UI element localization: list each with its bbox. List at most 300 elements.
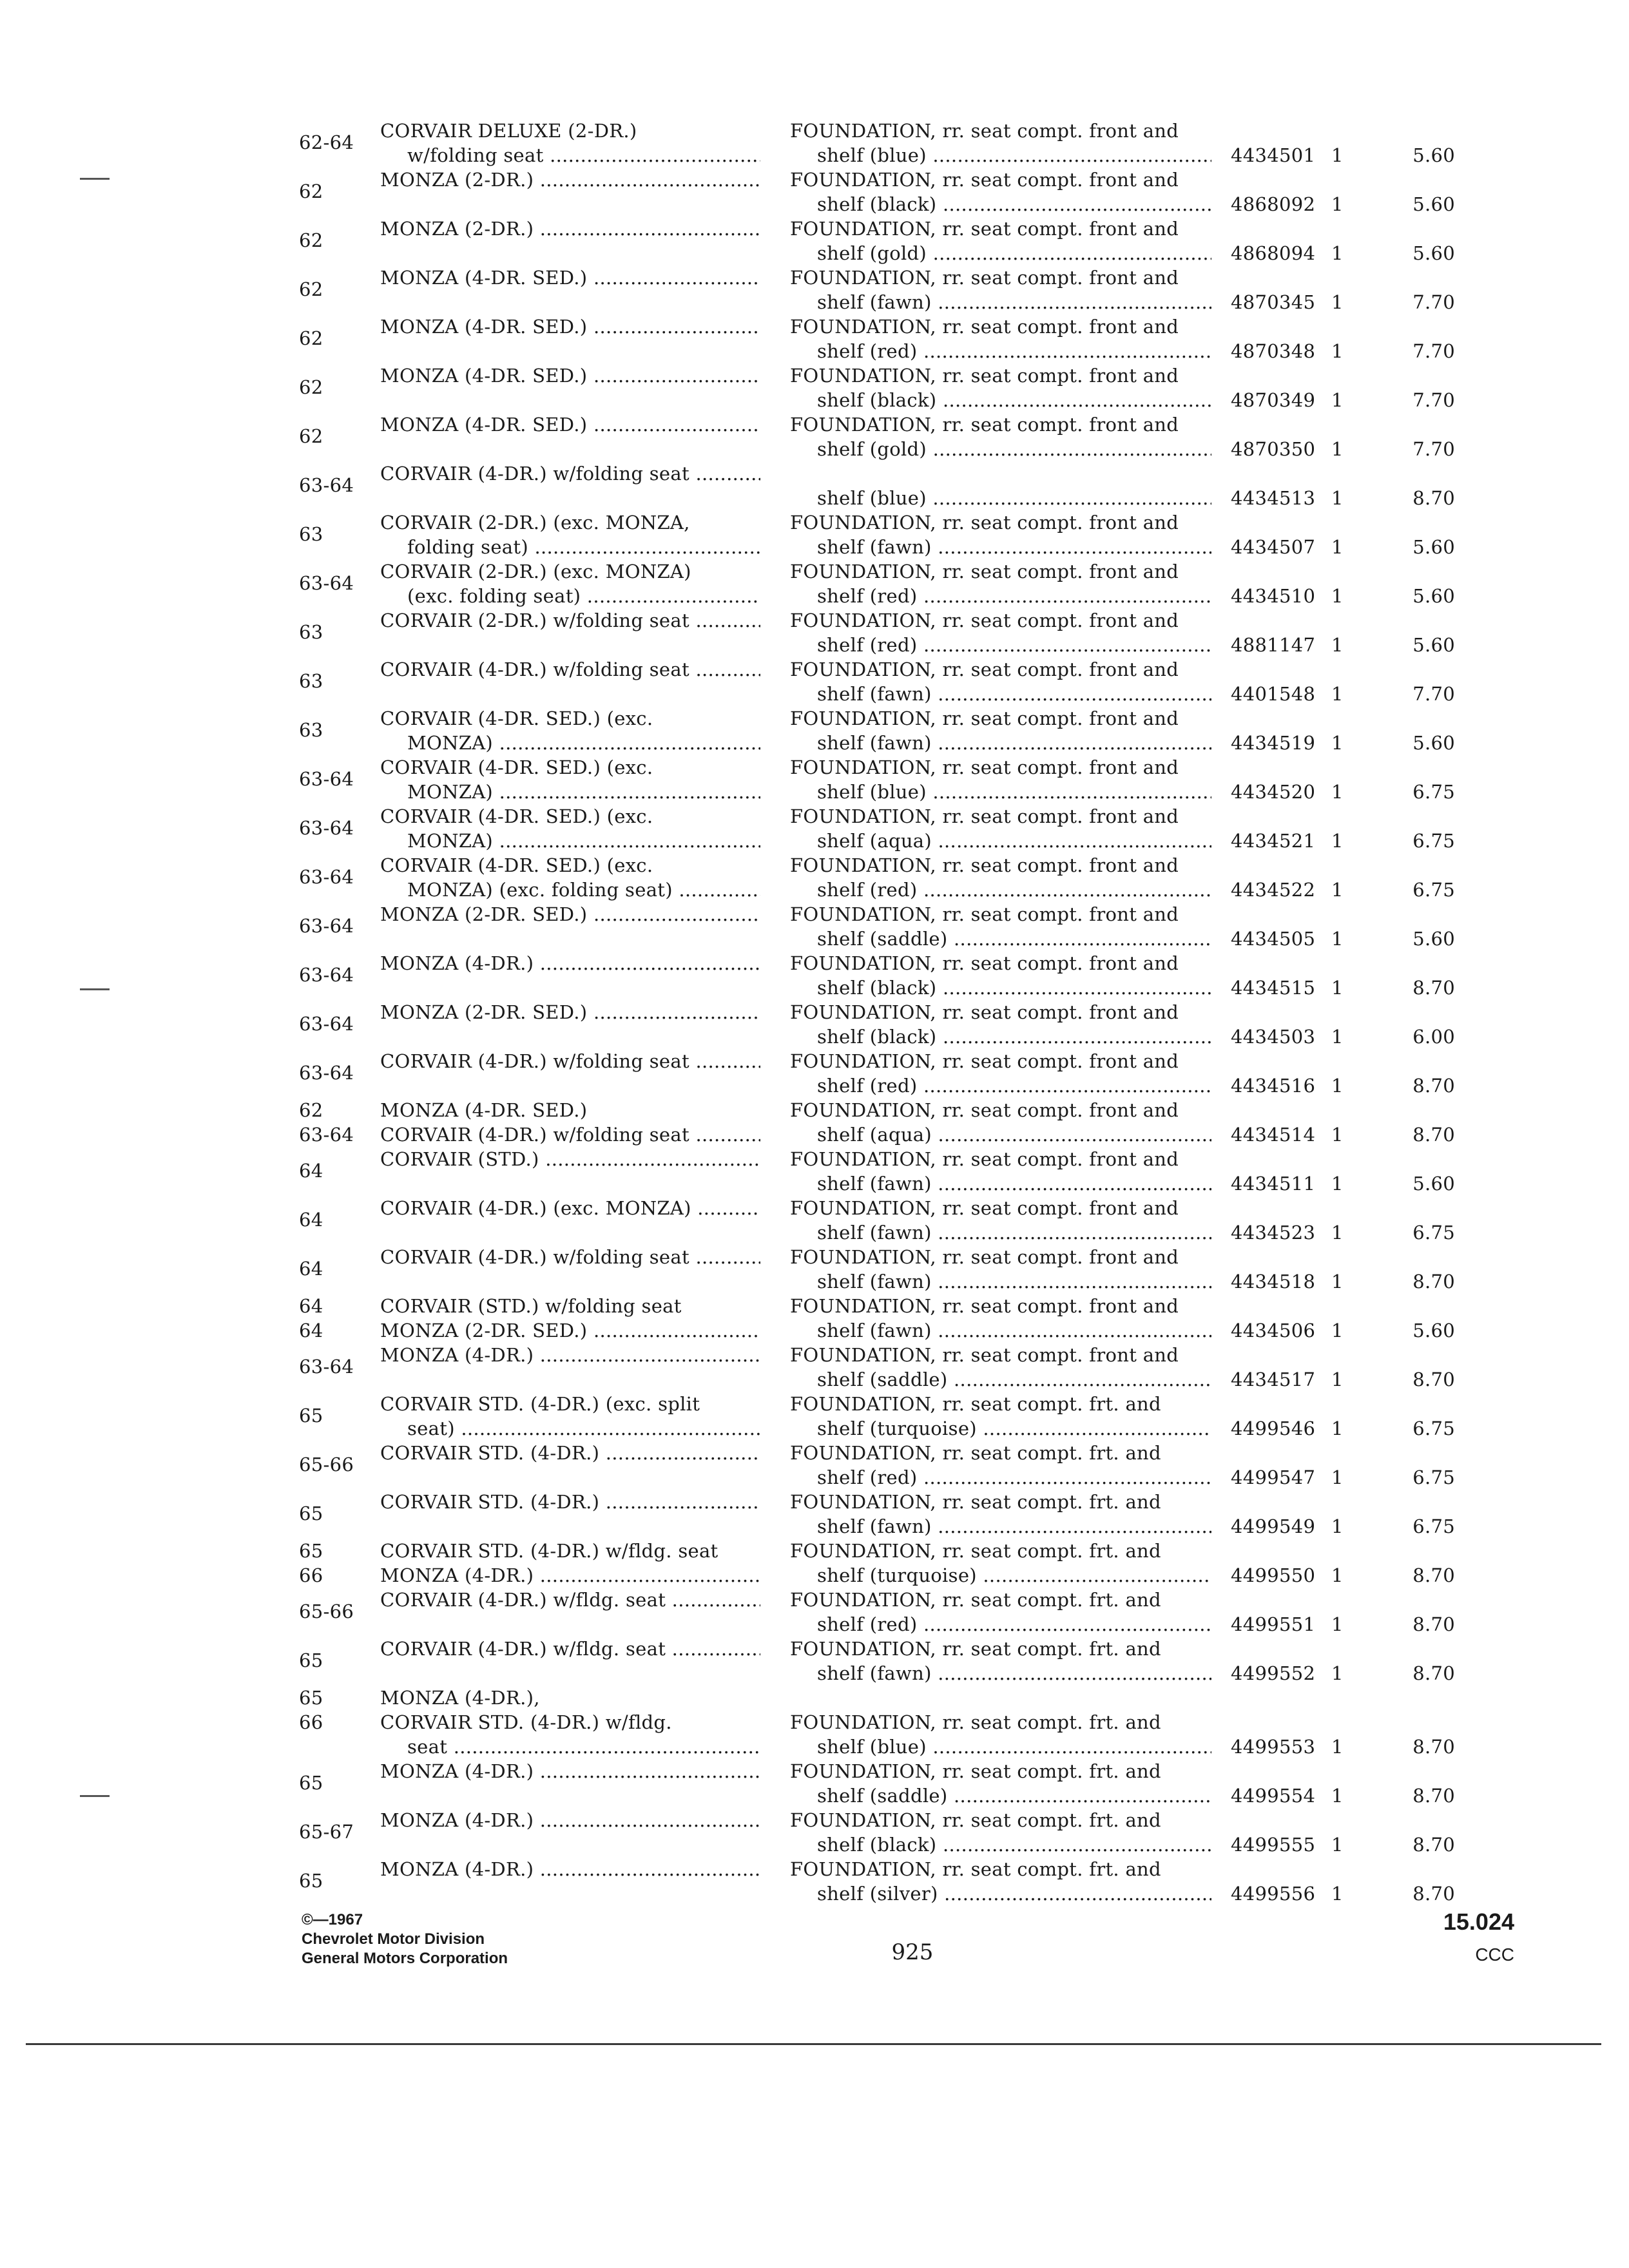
part-number: 4434522 xyxy=(1231,879,1316,901)
quantity: 1 xyxy=(1331,536,1344,558)
quantity: 1 xyxy=(1331,1369,1344,1390)
part-line: shelf (fawn) ..... xyxy=(790,290,1211,314)
part-line: FOUNDATION, rr. seat compt. front and xyxy=(790,512,1179,533)
model-years: 63-64 xyxy=(299,1062,354,1084)
list-price: 7.70 xyxy=(1412,340,1455,362)
quantity: 1 xyxy=(1331,1222,1344,1244)
model-line: MONZA (4-DR.) ..... xyxy=(380,1808,760,1832)
model-years: 65-67 xyxy=(299,1821,354,1843)
model-description xyxy=(380,902,760,951)
model-years: 63 xyxy=(299,719,323,741)
parts-list xyxy=(0,119,1629,1905)
quantity: 1 xyxy=(1331,1785,1344,1807)
model-line xyxy=(380,290,760,314)
model-line: CORVAIR (4-DR.) w/fldg. seat ..... xyxy=(380,1588,760,1612)
part-description xyxy=(790,314,1211,363)
model-description xyxy=(380,706,760,755)
part-line: FOUNDATION, rr. seat compt. front and xyxy=(790,1148,1179,1170)
part-description xyxy=(790,1539,1211,1588)
model-description xyxy=(380,1343,760,1392)
part-line: shelf (red) ..... xyxy=(790,878,1211,902)
part-line: FOUNDATION, rr. seat compt. frt. and xyxy=(790,1589,1161,1611)
model-description xyxy=(380,559,760,608)
part-line: FOUNDATION, rr. seat compt. front and xyxy=(790,903,1179,925)
part-line: shelf (aqua) ..... xyxy=(790,1122,1211,1147)
quantity: 1 xyxy=(1331,1564,1344,1586)
parts-entry xyxy=(0,853,1629,902)
quantity: 1 xyxy=(1331,1271,1344,1293)
model-line: CORVAIR STD. (4-DR.) ..... xyxy=(380,1441,760,1465)
model-line: CORVAIR (4-DR. SED.) (exc. xyxy=(380,707,653,729)
part-line: FOUNDATION, rr. seat compt. frt. and xyxy=(790,1760,1161,1782)
part-line: shelf (red) ..... xyxy=(790,633,1211,657)
model-years: 65 xyxy=(299,1870,323,1892)
part-line xyxy=(790,461,1211,486)
model-line: MONZA) ..... xyxy=(380,731,760,755)
model-line: MONZA (4-DR. SED.) ..... xyxy=(380,265,760,290)
model-years: 62 xyxy=(299,229,323,251)
model-line: MONZA (2-DR. SED.) ..... xyxy=(380,1000,760,1024)
list-price: 7.70 xyxy=(1412,683,1455,705)
model-line: MONZA (4-DR.) ..... xyxy=(380,951,760,975)
margin-mark xyxy=(80,988,110,990)
part-description xyxy=(790,1637,1211,1686)
list-price: 8.70 xyxy=(1412,1124,1455,1146)
model-description xyxy=(380,1686,760,1759)
model-line: MONZA (4-DR. SED.) ..... xyxy=(380,363,760,388)
part-line: FOUNDATION, rr. seat compt. front and xyxy=(790,1099,1179,1121)
quantity: 1 xyxy=(1331,144,1344,166)
model-line: MONZA) ..... xyxy=(380,780,760,804)
model-line xyxy=(380,486,760,510)
part-number: 4401548 xyxy=(1231,683,1316,705)
model-years: 63 xyxy=(299,621,323,643)
model-line: CORVAIR STD. (4-DR.) (exc. split xyxy=(380,1393,700,1415)
division-name: Chevrolet Motor Division xyxy=(302,1930,485,1948)
list-price: 7.70 xyxy=(1412,389,1455,411)
list-price: 5.60 xyxy=(1412,144,1455,166)
part-line: FOUNDATION, rr. seat compt. front and xyxy=(790,1001,1179,1023)
part-number: 4499546 xyxy=(1231,1418,1316,1439)
list-price: 8.70 xyxy=(1412,1883,1455,1905)
list-price: 8.70 xyxy=(1412,977,1455,999)
publisher-block xyxy=(302,1910,508,1968)
quantity: 1 xyxy=(1331,830,1344,852)
part-line: FOUNDATION, rr. seat compt. front and xyxy=(790,267,1179,289)
part-number: 4499549 xyxy=(1231,1515,1316,1537)
part-line: FOUNDATION, rr. seat compt. front and xyxy=(790,805,1179,827)
corporation-name: General Motors Corporation xyxy=(302,1950,508,1967)
model-years: 65 xyxy=(299,1772,323,1794)
quantity: 1 xyxy=(1331,1418,1344,1439)
part-line: shelf (fawn) ..... xyxy=(790,731,1211,755)
model-line: MONZA (4-DR.) ..... xyxy=(380,1759,760,1783)
list-price: 5.60 xyxy=(1412,1173,1455,1195)
model-line xyxy=(380,1612,760,1637)
part-line: shelf (red) ..... xyxy=(790,1073,1211,1098)
model-line: CORVAIR (4-DR.) w/folding seat ..... xyxy=(380,657,760,682)
list-price: 6.75 xyxy=(1412,1515,1455,1537)
model-line: CORVAIR STD. (4-DR.) ..... xyxy=(380,1490,760,1514)
part-description xyxy=(790,510,1211,559)
part-number: 4499550 xyxy=(1231,1564,1316,1586)
model-description xyxy=(380,461,760,510)
part-line: shelf (blue) ..... xyxy=(790,1735,1211,1759)
part-line: shelf (saddle) ..... xyxy=(790,927,1211,951)
part-line: FOUNDATION, rr. seat compt. front and xyxy=(790,756,1179,778)
model-line xyxy=(380,1881,760,1906)
parts-entry xyxy=(0,461,1629,510)
model-years: 62 xyxy=(299,376,323,398)
part-description xyxy=(790,1196,1211,1245)
list-price: 5.60 xyxy=(1412,536,1455,558)
model-line: MONZA (2-DR. SED.) ..... xyxy=(380,1318,760,1343)
parts-entry xyxy=(0,363,1629,412)
part-line: shelf (fawn) ..... xyxy=(790,1514,1211,1539)
part-line: shelf (turquoise) ..... xyxy=(790,1563,1211,1588)
list-price: 8.70 xyxy=(1412,1564,1455,1586)
part-description xyxy=(790,902,1211,951)
model-description xyxy=(380,804,760,853)
quantity: 1 xyxy=(1331,340,1344,362)
list-price: 8.70 xyxy=(1412,1834,1455,1856)
part-line: FOUNDATION, rr. seat compt. front and xyxy=(790,218,1179,240)
model-line: CORVAIR (4-DR.) w/fldg. seat ..... xyxy=(380,1637,760,1661)
part-number: 4434513 xyxy=(1231,487,1316,509)
part-line: shelf (fawn) ..... xyxy=(790,1171,1211,1196)
model-description xyxy=(380,1196,760,1245)
part-number: 4434511 xyxy=(1231,1173,1316,1195)
model-line: MONZA (4-DR. SED.) ..... xyxy=(380,314,760,339)
list-price: 5.60 xyxy=(1412,928,1455,950)
quantity: 1 xyxy=(1331,242,1344,264)
part-line: FOUNDATION, rr. seat compt. front and xyxy=(790,1197,1179,1219)
list-price: 7.70 xyxy=(1412,438,1455,460)
part-number: 4434520 xyxy=(1231,781,1316,803)
part-line: shelf (blue) ..... xyxy=(790,143,1211,168)
part-line: FOUNDATION, rr. seat compt. front and xyxy=(790,169,1179,191)
model-line xyxy=(380,1832,760,1857)
list-price: 8.70 xyxy=(1412,1613,1455,1635)
part-description xyxy=(790,1441,1211,1490)
parts-entry xyxy=(0,1686,1629,1758)
list-price: 7.70 xyxy=(1412,291,1455,313)
part-line: FOUNDATION, rr. seat compt. frt. and xyxy=(790,1540,1161,1562)
model-description xyxy=(380,1808,760,1857)
part-number: 4499556 xyxy=(1231,1883,1316,1905)
model-years: 63-64 xyxy=(299,915,354,937)
part-line: shelf (fawn) ..... xyxy=(790,1269,1211,1294)
model-line: seat ..... xyxy=(380,1735,760,1759)
quantity: 1 xyxy=(1331,1026,1344,1048)
part-line: shelf (fawn) ..... xyxy=(790,1661,1211,1686)
model-line: MONZA (2-DR. SED.) ..... xyxy=(380,902,760,927)
list-price: 6.75 xyxy=(1412,879,1455,901)
quantity: 1 xyxy=(1331,1173,1344,1195)
parts-entry xyxy=(0,412,1629,461)
part-description xyxy=(790,1710,1211,1759)
part-line: shelf (fawn) ..... xyxy=(790,1220,1211,1245)
parts-entry xyxy=(0,1759,1629,1808)
part-number: 4499547 xyxy=(1231,1466,1316,1488)
part-description xyxy=(790,853,1211,902)
model-line xyxy=(380,1220,760,1245)
quantity: 1 xyxy=(1331,1075,1344,1097)
part-description xyxy=(790,363,1211,412)
model-line: CORVAIR (4-DR. SED.) (exc. xyxy=(380,756,653,778)
part-number: 4434519 xyxy=(1231,732,1316,754)
model-line xyxy=(380,1171,760,1196)
model-years: 63-64 xyxy=(299,1013,354,1035)
part-number: 4434517 xyxy=(1231,1369,1316,1390)
parts-entry xyxy=(0,1808,1629,1857)
list-price: 8.70 xyxy=(1412,487,1455,509)
part-description xyxy=(790,1857,1211,1906)
model-line: CORVAIR (4-DR.) w/folding seat ..... xyxy=(380,461,760,486)
part-description xyxy=(790,1049,1211,1098)
quantity: 1 xyxy=(1331,291,1344,313)
part-line: shelf (fawn) ..... xyxy=(790,682,1211,706)
quantity: 1 xyxy=(1331,487,1344,509)
list-price: 6.75 xyxy=(1412,1466,1455,1488)
part-line: FOUNDATION, rr. seat compt. front and xyxy=(790,707,1179,729)
parts-entry xyxy=(0,1392,1629,1441)
part-line: FOUNDATION, rr. seat compt. frt. and xyxy=(790,1442,1161,1464)
model-line: CORVAIR (4-DR.) w/folding seat ..... xyxy=(380,1049,760,1073)
list-price: 5.60 xyxy=(1412,732,1455,754)
model-line: CORVAIR (STD.) w/folding seat xyxy=(380,1295,682,1317)
quantity: 1 xyxy=(1331,1124,1344,1146)
model-line xyxy=(380,437,760,461)
model-line xyxy=(380,1661,760,1686)
model-line: CORVAIR STD. (4-DR.) w/fldg. seat xyxy=(380,1540,718,1562)
part-line: FOUNDATION, rr. seat compt. front and xyxy=(790,120,1179,142)
part-description xyxy=(790,265,1211,314)
part-description xyxy=(790,216,1211,265)
parts-entry xyxy=(0,1049,1629,1098)
part-number: 4870350 xyxy=(1231,438,1316,460)
parts-entry xyxy=(0,559,1629,608)
quantity: 1 xyxy=(1331,193,1344,215)
list-price: 6.75 xyxy=(1412,781,1455,803)
quantity: 1 xyxy=(1331,438,1344,460)
part-description xyxy=(790,461,1211,510)
list-price: 8.70 xyxy=(1412,1785,1455,1807)
part-number: 4434516 xyxy=(1231,1075,1316,1097)
model-years: 63-64 xyxy=(299,964,354,986)
part-line: FOUNDATION, rr. seat compt. front and xyxy=(790,316,1179,338)
quantity: 1 xyxy=(1331,1466,1344,1488)
list-price: 5.60 xyxy=(1412,585,1455,607)
model-years: 63-64 xyxy=(299,866,354,888)
quantity: 1 xyxy=(1331,634,1344,656)
quantity: 1 xyxy=(1331,585,1344,607)
part-description xyxy=(790,1147,1211,1196)
part-line: FOUNDATION, rr. seat compt. front and xyxy=(790,952,1179,974)
part-description xyxy=(790,657,1211,706)
part-description xyxy=(790,1808,1211,1857)
model-description xyxy=(380,1098,760,1147)
parts-entry xyxy=(0,1637,1629,1686)
part-line: FOUNDATION, rr. seat compt. frt. and xyxy=(790,1858,1161,1880)
model-years: 62 xyxy=(299,425,323,447)
model-years: 63 xyxy=(299,523,323,545)
model-line: w/folding seat ..... xyxy=(380,143,760,168)
part-line: FOUNDATION, rr. seat compt. frt. and xyxy=(790,1809,1161,1831)
model-line xyxy=(380,1073,760,1098)
part-number: 4499554 xyxy=(1231,1785,1316,1807)
list-price: 8.70 xyxy=(1412,1271,1455,1293)
part-line: FOUNDATION, rr. seat compt. front and xyxy=(790,658,1179,680)
list-price: 5.60 xyxy=(1412,634,1455,656)
part-line: shelf (fawn) ..... xyxy=(790,1318,1211,1343)
parts-entry xyxy=(0,804,1629,853)
part-number: 4881147 xyxy=(1231,634,1316,656)
quantity: 1 xyxy=(1331,1736,1344,1758)
part-description xyxy=(790,119,1211,168)
margin-mark xyxy=(80,1795,110,1797)
model-years: 63-64 xyxy=(299,1356,354,1378)
model-line: MONZA (4-DR.), xyxy=(380,1687,540,1709)
model-years: 63-64 xyxy=(299,768,354,790)
part-number: 4499555 xyxy=(1231,1834,1316,1856)
model-line: MONZA) (exc. folding seat) ..... xyxy=(380,878,760,902)
model-description xyxy=(380,363,760,412)
model-line: MONZA (2-DR.) ..... xyxy=(380,216,760,241)
model-description xyxy=(380,1392,760,1441)
part-number: 4434523 xyxy=(1231,1222,1316,1244)
model-line xyxy=(380,1269,760,1294)
model-description xyxy=(380,608,760,657)
model-line xyxy=(380,682,760,706)
model-line xyxy=(380,241,760,265)
list-price: 8.70 xyxy=(1412,1075,1455,1097)
model-line xyxy=(380,339,760,363)
quantity: 1 xyxy=(1331,781,1344,803)
quantity: 1 xyxy=(1331,1883,1344,1905)
part-line: shelf (black) ..... xyxy=(790,192,1211,216)
part-line: shelf (silver) ..... xyxy=(790,1881,1211,1906)
model-description xyxy=(380,1441,760,1490)
model-line: CORVAIR (2-DR.) (exc. MONZA) xyxy=(380,561,691,582)
model-years: 62-64 xyxy=(299,131,354,153)
model-line xyxy=(380,1024,760,1049)
model-years: 62 xyxy=(299,278,323,300)
model-description xyxy=(380,510,760,559)
part-line: shelf (aqua) ..... xyxy=(790,829,1211,853)
model-years: 65 66 xyxy=(299,1687,323,1733)
model-description xyxy=(380,1637,760,1686)
parts-entry xyxy=(0,755,1629,804)
quantity: 1 xyxy=(1331,1613,1344,1635)
parts-entry xyxy=(0,1539,1629,1588)
model-description xyxy=(380,1490,760,1539)
part-line: shelf (saddle) ..... xyxy=(790,1367,1211,1392)
model-line: CORVAIR (4-DR.) (exc. MONZA) ..... xyxy=(380,1196,760,1220)
part-description xyxy=(790,608,1211,657)
section-code: CCC xyxy=(1475,1945,1514,1965)
part-line: shelf (turquoise) ..... xyxy=(790,1416,1211,1441)
part-line: FOUNDATION, rr. seat compt. frt. and xyxy=(790,1638,1161,1660)
model-description xyxy=(380,1588,760,1637)
model-line xyxy=(380,192,760,216)
part-line: FOUNDATION, rr. seat compt. front and xyxy=(790,1246,1179,1268)
parts-entry xyxy=(0,119,1629,168)
list-price: 8.70 xyxy=(1412,1369,1455,1390)
model-description xyxy=(380,265,760,314)
part-line: shelf (gold) ..... xyxy=(790,241,1211,265)
parts-entry xyxy=(0,706,1629,755)
part-description xyxy=(790,1000,1211,1049)
part-line: shelf (blue) ..... xyxy=(790,780,1211,804)
model-years: 65-66 xyxy=(299,1454,354,1475)
part-number: 4434503 xyxy=(1231,1026,1316,1048)
part-description xyxy=(790,559,1211,608)
part-line: FOUNDATION, rr. seat compt. front and xyxy=(790,1295,1179,1317)
part-line: FOUNDATION, rr. seat compt. front and xyxy=(790,610,1179,631)
model-years: 62 xyxy=(299,327,323,349)
part-description xyxy=(790,1490,1211,1539)
part-line: shelf (black) ..... xyxy=(790,1832,1211,1857)
part-line: shelf (fawn) ..... xyxy=(790,535,1211,559)
list-price: 6.75 xyxy=(1412,1418,1455,1439)
model-description xyxy=(380,412,760,461)
quantity: 1 xyxy=(1331,928,1344,950)
part-description xyxy=(790,1294,1211,1343)
part-number: 4870349 xyxy=(1231,389,1316,411)
parts-entry xyxy=(0,1000,1629,1049)
part-number: 4870348 xyxy=(1231,340,1316,362)
model-line: MONZA (2-DR.) ..... xyxy=(380,168,760,192)
model-line: CORVAIR (4-DR. SED.) (exc. xyxy=(380,854,653,876)
part-description xyxy=(790,1098,1211,1147)
part-line: FOUNDATION, rr. seat compt. frt. and xyxy=(790,1491,1161,1513)
parts-entry xyxy=(0,1490,1629,1539)
part-number: 4499551 xyxy=(1231,1613,1316,1635)
part-line: shelf (red) ..... xyxy=(790,339,1211,363)
model-description xyxy=(380,951,760,1000)
list-price: 5.60 xyxy=(1412,193,1455,215)
copyright: ©—1967 xyxy=(302,1911,363,1928)
list-price: 8.70 xyxy=(1412,1662,1455,1684)
model-line xyxy=(380,1465,760,1490)
model-years: 64 64 xyxy=(299,1295,323,1341)
model-description xyxy=(380,168,760,216)
model-line: CORVAIR (2-DR.) (exc. MONZA, xyxy=(380,512,690,533)
part-line: FOUNDATION, rr. seat compt. front and xyxy=(790,365,1179,387)
model-line: folding seat) ..... xyxy=(380,535,760,559)
part-number: 4499553 xyxy=(1231,1736,1316,1758)
model-description xyxy=(380,314,760,363)
model-line: CORVAIR DELUXE (2-DR.) xyxy=(380,120,637,142)
part-line: FOUNDATION, rr. seat compt. frt. and xyxy=(790,1711,1161,1733)
model-line xyxy=(380,1783,760,1808)
parts-entry xyxy=(0,314,1629,363)
part-number: 4868092 xyxy=(1231,193,1316,215)
model-description xyxy=(380,119,760,168)
part-number: 4870345 xyxy=(1231,291,1316,313)
part-line: shelf (blue) ..... xyxy=(790,486,1211,510)
model-line: CORVAIR (2-DR.) w/folding seat ..... xyxy=(380,608,760,633)
part-line: FOUNDATION, rr. seat compt. front and xyxy=(790,414,1179,436)
list-price: 8.70 xyxy=(1412,1736,1455,1758)
model-line: MONZA (4-DR.) ..... xyxy=(380,1857,760,1881)
model-line: CORVAIR (STD.) ..... xyxy=(380,1147,760,1171)
parts-entry xyxy=(0,1294,1629,1343)
part-description xyxy=(790,1343,1211,1392)
model-years: 65 xyxy=(299,1405,323,1427)
margin-mark xyxy=(80,178,110,180)
